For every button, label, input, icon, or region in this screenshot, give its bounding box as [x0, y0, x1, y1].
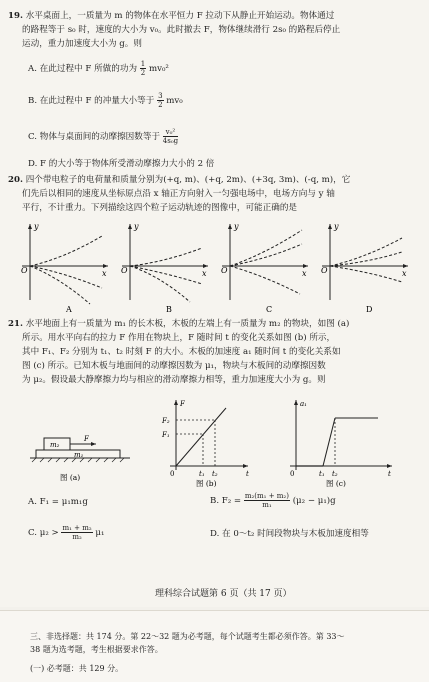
- svg-text:O: O: [221, 266, 228, 275]
- q20-graph-d: [321, 222, 408, 314]
- q21-option-c: C. μ₂ > $\frac{\text{m₁ + m₂}}{\text{m₂}}$ μ₁: [28, 524, 105, 541]
- svg-text:O: O: [21, 266, 28, 275]
- q19-option-a: A. 在此过程中 F 所做的功为 $\frac{1}{2}$ mv₀²: [28, 60, 169, 77]
- q20-stem-line1: 20. 四个带电粒子的电荷量和质量分别为(+q, m)、(+q, 2m)、(+3q, 3m)、(-q, m)，它: [8, 175, 351, 185]
- q19-stem-line2: 的路程等于 s₀ 时，速度的大小为 v₀。此时撤去 F，物体继续滑行 2s₀ 的路程后停止: [22, 25, 341, 35]
- q19-number: 19.: [8, 11, 23, 21]
- svg-text:m₁: m₁: [74, 451, 84, 459]
- q19-stem-line1: 19. 水平桌面上，一质量为 m 的物体在水平恒力 F 拉动下从静止开始运动。物体通过: [8, 11, 335, 21]
- svg-text:y: y: [234, 222, 239, 231]
- q21-option-b: B. F₂ = $\frac{\text{m₂(m₁ + m₂)}}{\text{m₁}}$ (μ₂ − μ₁)g: [210, 492, 336, 509]
- q21-figures: [30, 396, 400, 488]
- svg-text:t₁: t₁: [199, 470, 205, 478]
- q19-optA-fraction: $\frac{1}{2}$: [140, 60, 146, 77]
- q20-graph-c: [221, 222, 308, 314]
- q21-stem-line5: 为 μ₂。假设最大静摩擦力均与相应的滑动摩擦力相等，重力加速度大小为 g。则: [22, 375, 326, 385]
- q19-stem-line3: 运动，重力加速度大小为 g。则: [22, 39, 142, 49]
- q21-figure-c: [290, 400, 392, 488]
- page-footer: 理科综合试题第 6 页（共 17 页）: [155, 589, 292, 599]
- q20-stem-line3: 平行，不计重力。下列描绘这四个粒子运动轨迹的图像中，可能正确的是: [22, 203, 298, 213]
- svg-text:x: x: [102, 269, 107, 278]
- q21-option-a: A. F₁ = μ₁m₁g: [28, 497, 88, 507]
- svg-text:t₂: t₂: [332, 470, 338, 478]
- section3-line1: 三、非选择题：共 174 分。第 22～32 题为必考题，每个试题考生都必须作答。第 33～: [30, 632, 345, 641]
- svg-text:F: F: [180, 400, 185, 408]
- q19-option-c: C. 物体与桌面间的动摩擦因数等于 $\frac{\text{v₀²}}{\text{4s₀g}}$: [28, 128, 179, 145]
- svg-text:x: x: [402, 269, 407, 278]
- q19-option-d: D. F 的大小等于物体所受滑动摩擦力大小的 2 倍: [28, 159, 215, 169]
- q21-optB-fraction: $\frac{\text{m₂(m₁ + m₂)}}{\text{m₁}}$: [244, 492, 289, 509]
- q20-graph-a: [21, 222, 108, 314]
- svg-text:y: y: [134, 222, 139, 231]
- svg-text:F₁: F₁: [162, 431, 170, 439]
- svg-text:F₂: F₂: [162, 417, 170, 425]
- q19-optC-fraction: $\frac{\text{v₀²}}{\text{4s₀g}}$: [162, 128, 179, 145]
- section3-line3: (一) 必考题：共 129 分。: [30, 664, 124, 673]
- svg-text:O: O: [121, 266, 128, 275]
- svg-text:0: 0: [290, 470, 295, 478]
- q20-label-d: D: [366, 305, 373, 314]
- q19-optB-fraction: $\frac{3}{2}$: [158, 92, 163, 109]
- q20-trajectory-graphs: [10, 218, 422, 314]
- svg-text:O: O: [321, 266, 328, 275]
- q21-option-d: D. 在 0～t₂ 时间段物块与木板加速度相等: [210, 529, 369, 539]
- q21-optC-fraction: $\frac{\text{m₁ + m₂}}{\text{m₂}}$: [62, 524, 92, 541]
- q20-number: 20.: [8, 175, 23, 185]
- q20-label-c: C: [266, 305, 273, 314]
- q21-fig-a-label: 图 (a): [60, 473, 81, 482]
- svg-text:a₁: a₁: [300, 400, 307, 408]
- q21-stem-line2: 所示。用水平向右的拉力 F 作用在物块上，F 随时间 t 的变化关系如图 (b) 所示，: [22, 333, 336, 343]
- svg-text:t: t: [246, 470, 249, 478]
- q21-stem-line4: 图 (c) 所示。已知木板与地面间的动摩擦因数为 μ₁，物块与木板间的动摩擦因数: [22, 361, 326, 371]
- q21-figure-b: [161, 400, 249, 488]
- q21-number: 21.: [8, 319, 23, 329]
- q19-option-b: B. 在此过程中 F 的冲量大小等于 $\frac{3}{2}$ mv₀: [28, 92, 183, 109]
- q21-figure-a: [30, 435, 130, 482]
- svg-text:0: 0: [170, 470, 175, 478]
- q20-label-a: A: [66, 305, 72, 314]
- svg-text:t: t: [388, 470, 391, 478]
- svg-text:t₂: t₂: [212, 470, 218, 478]
- q21-fig-c-label: 图 (c): [326, 479, 346, 488]
- svg-text:x: x: [302, 269, 307, 278]
- q20-stem-line2: 们先后以相同的速度从坐标原点沿 x 轴正方向射入一匀强电场中，电场方向与 y 轴: [22, 189, 335, 199]
- q21-stem-line3: 其中 F₁、F₂ 分别为 t₁、t₂ 时刻 F 的大小。木板的加速度 a₁ 随时间 t 的变化关系如: [22, 347, 341, 357]
- q20-label-b: B: [166, 305, 172, 314]
- section3-line2: 38 题为选考题，考生根据要求作答。: [30, 645, 163, 654]
- svg-text:y: y: [34, 222, 39, 231]
- next-page-fragment: [0, 610, 429, 682]
- svg-text:F: F: [84, 435, 89, 443]
- svg-text:t₁: t₁: [319, 470, 325, 478]
- q20-graph-b: [121, 222, 208, 314]
- q21-fig-b-label: 图 (b): [196, 479, 217, 488]
- svg-text:y: y: [334, 222, 339, 231]
- svg-text:m₂: m₂: [50, 441, 60, 449]
- svg-text:x: x: [202, 269, 207, 278]
- q21-stem-line1: 21. 水平地面上有一质量为 m₁ 的长木板，木板的左端上有一质量为 m₂ 的物块，如图 (a): [8, 319, 350, 329]
